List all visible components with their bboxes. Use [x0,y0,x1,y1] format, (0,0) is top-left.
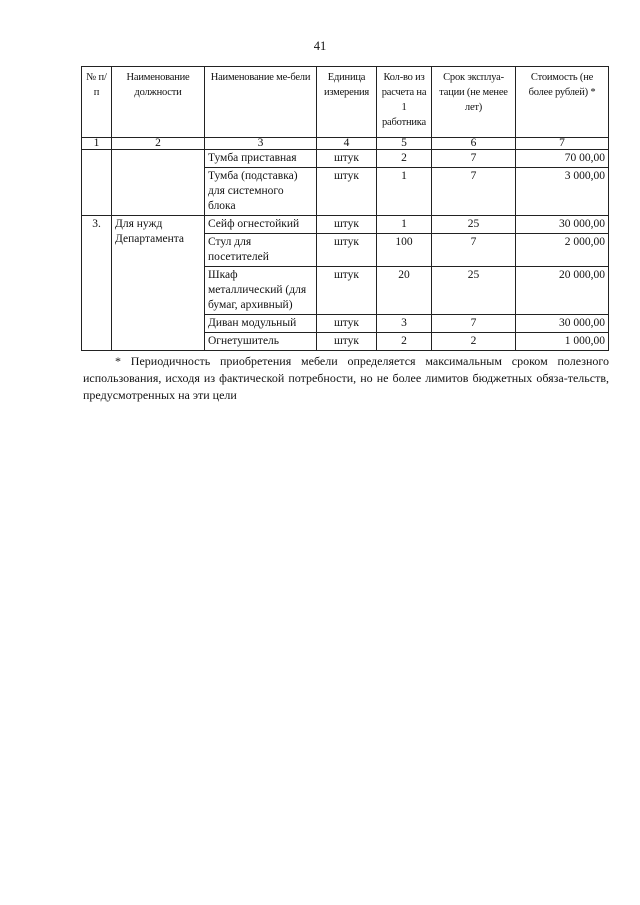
header-cell-cost: Стоимость (не более рублей) * [516,67,609,138]
life-cell: 7 [432,234,516,267]
table-row [82,150,609,168]
column-number: 5 [377,138,432,150]
unit-cell: штук [317,267,377,315]
item-cell: Огнетушитель [205,333,317,351]
column-number: 3 [205,138,317,150]
footnote: * Периодичность приобретения мебели определяется максимальным сроком полезного использования, исходя из фактической потребности, но не более лимитов бюджетных обяза-тельств, предусмотренных на эти цели [83,354,609,402]
life-cell: 2 [432,333,516,351]
life-cell: 7 [432,168,516,216]
qty-cell: 1 [377,168,432,216]
header-cell-qty: Кол-во из расчета на 1 работника [377,67,432,138]
header-cell-position: Наименование должности [112,67,205,138]
cost-cell: 30 000,00 [516,216,609,234]
row-number: 3. [82,216,112,351]
cost-cell: 30 000,00 [516,315,609,333]
column-number: 6 [432,138,516,150]
page-number: 41 [313,39,327,53]
item-cell: Тумба (подставка) для системного блока [205,168,317,216]
qty-cell: 20 [377,267,432,315]
unit-cell: штук [317,168,377,216]
qty-cell: 2 [377,333,432,351]
row-number [82,150,112,216]
life-cell: 25 [432,267,516,315]
item-cell: Сейф огнестойкий [205,216,317,234]
qty-cell: 3 [377,315,432,333]
header-cell-item: Наименование ме-бели [205,67,317,138]
qty-cell: 2 [377,150,432,168]
column-number: 1 [82,138,112,150]
cost-cell: 70 00,00 [516,150,609,168]
unit-cell: штук [317,333,377,351]
header-cell-num: № п/п [82,67,112,138]
item-cell: Стул для посетителей [205,234,317,267]
life-cell: 7 [432,150,516,168]
unit-cell: штук [317,216,377,234]
cost-cell: 2 000,00 [516,234,609,267]
table-row [82,216,609,234]
cost-cell: 3 000,00 [516,168,609,216]
header-cell-life: Срок эксплуа-тации (не менее лет) [432,67,516,138]
column-number: 2 [112,138,205,150]
qty-cell: 100 [377,234,432,267]
header-row [82,67,609,138]
position-cell: Для нужд Департамента [112,216,205,351]
header-cell-unit: Единица измерения [317,67,377,138]
furniture-table [81,66,609,351]
position-cell [112,150,205,216]
item-cell: Диван модульный [205,315,317,333]
qty-cell: 1 [377,216,432,234]
item-cell: Тумба приставная [205,150,317,168]
life-cell: 7 [432,315,516,333]
item-cell: Шкаф металлический (для бумаг, архивный) [205,267,317,315]
column-number-row [82,138,609,150]
unit-cell: штук [317,150,377,168]
cost-cell: 20 000,00 [516,267,609,315]
unit-cell: штук [317,234,377,267]
column-number: 4 [317,138,377,150]
column-number: 7 [516,138,609,150]
unit-cell: штук [317,315,377,333]
cost-cell: 1 000,00 [516,333,609,351]
life-cell: 25 [432,216,516,234]
